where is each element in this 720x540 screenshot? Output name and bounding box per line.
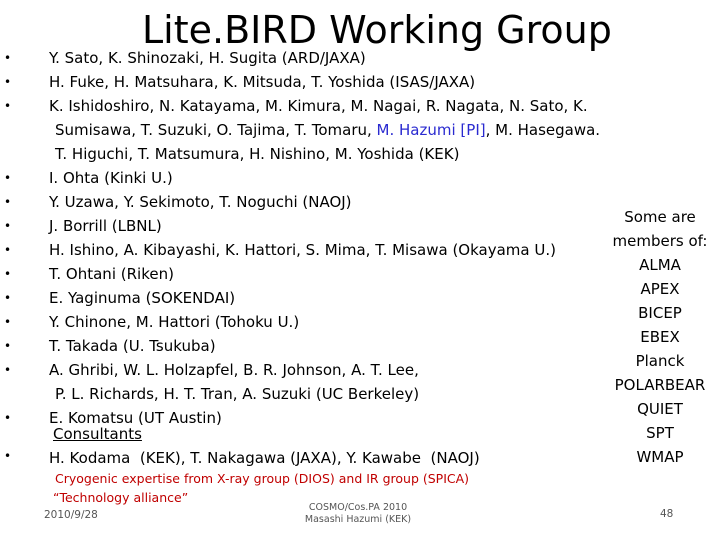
member-text: Y. Chinone, M. Hattori (Tohoku U.) bbox=[49, 313, 300, 331]
member-text: K. Ishidoshiro, N. Katayama, M. Kimura, M. Nagai, R. Nagata, N. Sato, K. bbox=[49, 97, 588, 115]
bullet-icon: • bbox=[4, 363, 12, 377]
bullet-icon: • bbox=[4, 291, 12, 305]
list-item bbox=[4, 334, 604, 358]
footer-author: Masashi Hazumi (KEK) bbox=[304, 514, 412, 525]
member-text: Y. Uzawa, Y. Sekimoto, T. Noguchi (NAOJ) bbox=[49, 193, 352, 211]
collaboration-item: Planck bbox=[635, 352, 685, 370]
bullet-icon: • bbox=[4, 99, 12, 113]
collaboration-item: QUIET bbox=[637, 400, 683, 418]
consultant-item bbox=[4, 449, 480, 467]
bullet-icon: • bbox=[4, 315, 12, 329]
slide-title: Lite.BIRD Working Group bbox=[142, 8, 612, 52]
collaboration-item: APEX bbox=[640, 280, 680, 298]
list-item bbox=[4, 94, 604, 166]
cryogenic-note: Cryogenic expertise from X-ray group (DIOS) and IR group (SPICA) bbox=[55, 471, 470, 486]
member-text: T. Ohtani (Riken) bbox=[49, 265, 174, 283]
collaboration-item: SPT bbox=[646, 424, 674, 442]
bullet-icon: • bbox=[4, 243, 12, 257]
member-text: Y. Sato, K. Shinozaki, H. Sugita (ARD/JAXA) bbox=[49, 49, 366, 67]
collaboration-header: members of: bbox=[612, 232, 708, 250]
member-text: H. Ishino, A. Kibayashi, K. Hattori, S. Mima, T. Misawa (Okayama U.) bbox=[49, 241, 556, 259]
collaboration-list bbox=[604, 205, 716, 469]
list-item bbox=[4, 310, 604, 334]
member-text: , M. Hasegawa. bbox=[485, 121, 601, 139]
list-item bbox=[4, 190, 604, 214]
bullet-icon: • bbox=[4, 51, 12, 65]
member-text: E. Yaginuma (SOKENDAI) bbox=[49, 289, 236, 307]
bullet-icon: • bbox=[4, 195, 12, 209]
collaboration-item: ALMA bbox=[639, 256, 681, 274]
bullet-icon: • bbox=[4, 219, 12, 233]
page-number: 48 bbox=[660, 508, 674, 520]
collaboration-item: BICEP bbox=[638, 304, 682, 322]
member-text: J. Borrill (LBNL) bbox=[49, 217, 162, 235]
bullet-icon: • bbox=[4, 449, 12, 463]
consultant-text: H. Kodama (KEK), T. Nakagawa (JAXA), Y. Kawabe (NAOJ) bbox=[49, 449, 480, 467]
member-list bbox=[4, 46, 604, 430]
collaboration-item: EBEX bbox=[640, 328, 680, 346]
footer-center bbox=[296, 502, 420, 526]
list-item bbox=[4, 46, 604, 70]
list-item bbox=[4, 214, 604, 238]
collaboration-item: WMAP bbox=[636, 448, 684, 466]
member-text: E. Komatsu (UT Austin) bbox=[49, 409, 222, 427]
member-text: T. Takada (U. Tsukuba) bbox=[49, 337, 216, 355]
member-text: Sumisawa, T. Suzuki, O. Tajima, T. Tomaru, bbox=[55, 121, 377, 139]
member-text-continued: P. L. Richards, H. T. Tran, A. Suzuki (UC Berkeley) bbox=[55, 385, 420, 403]
bullet-icon: • bbox=[4, 411, 12, 425]
list-item bbox=[4, 262, 604, 286]
footer-date: 2010/9/28 bbox=[44, 509, 98, 521]
member-text: H. Fuke, H. Matsuhara, K. Mitsuda, T. Yoshida (ISAS/JAXA) bbox=[49, 73, 476, 91]
member-text: I. Ohta (Kinki U.) bbox=[49, 169, 173, 187]
bullet-icon: • bbox=[4, 171, 12, 185]
bullet-icon: • bbox=[4, 339, 12, 353]
collaboration-header: Some are bbox=[624, 208, 696, 226]
technology-alliance-note: “Technology alliance” bbox=[53, 490, 189, 505]
bullet-icon: • bbox=[4, 267, 12, 281]
member-text-continued: T. Higuchi, T. Matsumura, H. Nishino, M. Yoshida (KEK) bbox=[55, 145, 460, 163]
member-text-continued bbox=[49, 118, 604, 142]
pi-name: M. Hazumi [PI] bbox=[376, 121, 486, 139]
list-item bbox=[4, 286, 604, 310]
list-item bbox=[4, 238, 604, 262]
consultants-heading: Consultants bbox=[53, 425, 142, 443]
list-item bbox=[4, 166, 604, 190]
collaboration-item: POLARBEAR bbox=[614, 376, 706, 394]
list-item bbox=[4, 70, 604, 94]
footer-event: COSMO/Cos.PA 2010 bbox=[308, 502, 408, 513]
member-text: A. Ghribi, W. L. Holzapfel, B. R. Johnson, A. T. Lee, bbox=[49, 361, 419, 379]
list-item bbox=[4, 358, 604, 406]
bullet-icon: • bbox=[4, 75, 12, 89]
